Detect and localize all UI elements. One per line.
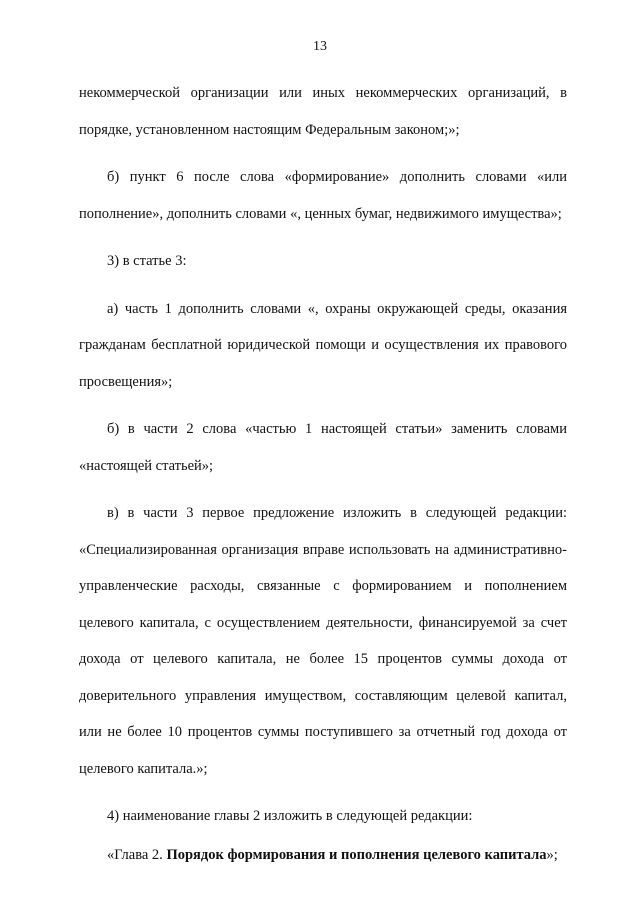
paragraph-item-b-point-6: б) пункт 6 после слова «формирование» дополнить словами «или пополнение», дополнить словами «, ценных бумаг, недвижимого имущества»; xyxy=(79,169,567,222)
paragraph-item-a-part-1: а) часть 1 дополнить словами «, охраны окружающей среды, оказания гражданам бесплатной юридической помощи и осуществления их правового просвещения»; xyxy=(79,300,567,390)
chapter-heading-title: Порядок формирования и пополнения целевого капитала xyxy=(166,846,547,863)
paragraph-continuation: некоммерческой организации или иных некоммерческих организаций, в порядке, установленном настоящим Федеральным законом;»; xyxy=(79,85,567,138)
chapter-heading xyxy=(79,846,567,865)
paragraph-item-3-article-3: 3) в статье 3: xyxy=(107,253,187,269)
paragraph-item-4-chapter-2: 4) наименование главы 2 изложить в следующей редакции: xyxy=(107,808,473,824)
chapter-heading-title-wrap xyxy=(166,846,567,865)
paragraph-item-v-part-3: в) в части 3 первое предложение изложить в следующей редакции: «Специализированная организация вправе использовать на административно-управленческие расходы, связанные с формированием и пополнением целевого капитала, с осуществлением деятельности, финансируемой за счет дохода от целевого капитала, не более 15 процентов суммы дохода от доверительного управления имуществом, составляющим целевой капитал, или не более 10 процентов суммы поступившего за отчетный год дохода от целевого капитала.»; xyxy=(79,505,567,777)
document-body xyxy=(79,75,567,865)
paragraph-item-b-part-2: б) в части 2 слова «частью 1 настоящей статьи» заменить словами «настоящей статьей»; xyxy=(79,421,567,474)
chapter-heading-tail: »; xyxy=(546,846,558,863)
page-number: 13 xyxy=(313,39,327,54)
chapter-heading-lead: «Глава 2. xyxy=(107,846,167,863)
